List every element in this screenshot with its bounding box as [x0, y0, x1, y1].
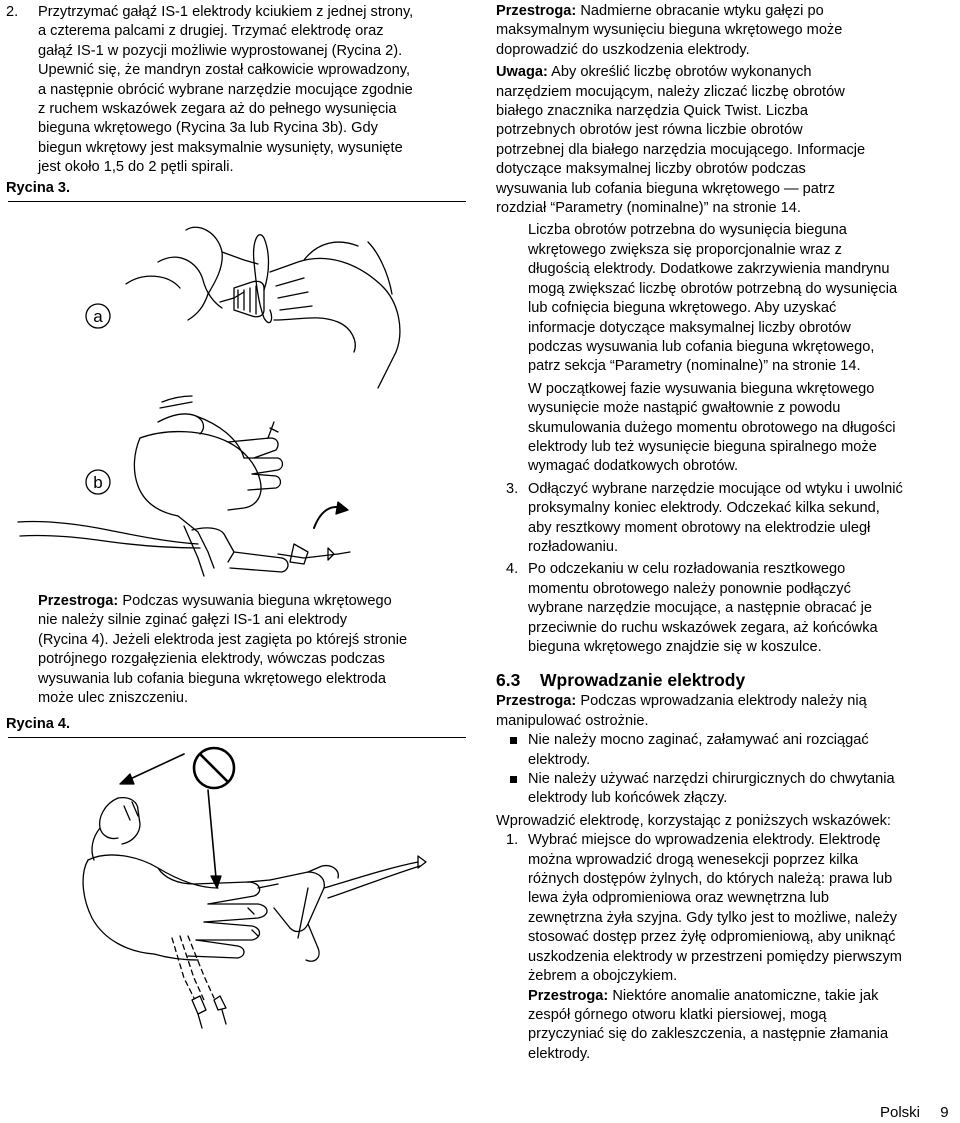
text-line: różnych dostępów żylnych, do których należą: prawa lub	[528, 871, 893, 888]
figure-4-caption: Rycina 4.	[6, 715, 71, 732]
text-line: elektrody.	[528, 1045, 591, 1062]
caution-overrotation	[496, 2, 960, 60]
text-line: proksymalny koniec elektrody. Odczekać kilka sekund,	[528, 500, 880, 517]
text-line: żebrem a obojczykiem.	[528, 968, 678, 985]
bullet-square-icon	[510, 776, 517, 783]
caution-bending	[0, 592, 470, 708]
text-line: zespół górnego otworu klatki piersiowej, mogą	[528, 1006, 827, 1023]
text-line: informacje dotyczące maksymalnej liczby obrotów	[528, 319, 851, 336]
bullet-item	[496, 731, 960, 770]
text-line: maksymalnym wysunięciu bieguna wkrętowego może	[496, 22, 843, 39]
text-line: biegun wkrętowy jest maksymalnie wysunięty, wysunięte	[38, 139, 403, 156]
text-line: Przytrzymać gałąź IS-1 elektrody kciukiem z jednej strony,	[38, 4, 414, 20]
caution-first-line: Nadmierne obracanie wtyku gałęzi po	[576, 3, 824, 19]
caution-first-line: Podczas wprowadzania elektrody należy nią	[576, 693, 867, 710]
text-line: Upewnić się, że mandryn został całkowicie wprowadzony,	[38, 62, 411, 79]
text-line: przyczyniać się do zakleszczenia, a następnie złamania	[528, 1026, 889, 1043]
text-line: Liczba obrotów potrzebna do wysunięcia bieguna	[528, 222, 847, 239]
text-line: patrz sekcja “Parametry (nominalne)” na stronie 14.	[528, 358, 861, 375]
text-line: Po odczekaniu w celu rozładowania resztkowego	[528, 561, 846, 578]
text-line: elektrody.	[528, 751, 591, 768]
text-line: jest około 1,5 do 2 pętli spirali.	[38, 159, 234, 176]
text-line: a następnie obrócić wybrane narzędzie mocujące zgodnie	[38, 81, 413, 98]
text-line	[496, 63, 960, 82]
text-line: wysunięcie może nastąpić gwałtownie z powodu	[528, 400, 841, 417]
page-number: 9	[940, 1104, 949, 1121]
figure-4-illustration	[8, 738, 466, 1038]
right-column	[496, 0, 960, 1064]
section-number: 6.3	[496, 670, 521, 691]
step-4	[496, 560, 960, 657]
figure-4-arrows	[120, 754, 221, 888]
figure-3-illustration	[8, 202, 466, 582]
label-a: a	[93, 307, 103, 327]
text-line: podczas wysuwania lub cofania bieguna wkrętowego,	[528, 338, 875, 355]
text-line: skumulowania dużego momentu obrotowego na długości	[528, 419, 896, 436]
paragraph-rotations-length	[496, 221, 960, 376]
step-1	[496, 831, 960, 986]
caution-anatomy	[496, 987, 960, 1065]
text-line: zewnętrzna żyła szyjna. Gdy tylko jest to możliwe, należy	[528, 909, 898, 926]
page-footer	[880, 1104, 949, 1121]
figure-3b-hand-drawing	[18, 396, 350, 576]
caution-label: Przestroga:	[528, 987, 609, 1004]
text-line: wysuwania lub cofania bieguna wkrętowego — patrz	[496, 180, 836, 197]
step-2	[0, 3, 470, 178]
intro-text: Wprowadzić elektrodę, korzystając z poniższych wskazówek:	[496, 812, 891, 829]
text-line: przeciwnie do ruchu wskazówek zegara, aż końcówka	[528, 619, 878, 636]
text-line: elektrody lub końcówek złączy.	[528, 790, 728, 807]
text-line: elektrody lub też wysunięcie bieguna spiralnego może	[528, 438, 877, 455]
text-line: rozładowaniu.	[528, 538, 619, 555]
step-3	[496, 480, 960, 558]
text-line: wymagać dodatkowych obrotów.	[528, 458, 739, 475]
text-line: potrójnego rozgałęzienia elektrody, wówczas podczas	[38, 651, 385, 668]
text-line: Wybrać miejsce do wprowadzenia elektrody. Elektrodę	[528, 832, 881, 849]
text-line: długością elektrody. Dodatkowe zakrzywienia mandrynu	[528, 261, 890, 278]
text-line	[496, 2, 960, 21]
text-line: (Rycina 4). Jeżeli elektroda jest zagięta po którejś stronie	[38, 631, 408, 648]
figure-4-hands-drawing	[83, 798, 426, 1028]
note-label: Uwaga:	[496, 64, 548, 81]
text-line	[528, 987, 960, 1006]
figure-3-caption: Rycina 3.	[6, 179, 71, 196]
caution-first-line: Niektóre anomalie anatomiczne, takie jak	[608, 987, 879, 1004]
figure-3-labels	[86, 304, 110, 494]
caution-label: Przestroga:	[496, 693, 577, 710]
text-line: doprowadzić do uszkodzenia elektrody.	[496, 41, 750, 58]
step-1-number: 1.	[506, 832, 519, 849]
step-3-number: 3.	[506, 480, 519, 497]
bullet-square-icon	[510, 737, 517, 744]
text-line: wysuwania lub cofania bieguna wkrętowego elektroda	[38, 670, 387, 687]
text-line: manipulować ostrożnie.	[496, 712, 649, 729]
left-column	[0, 0, 470, 1038]
step-2-number: 2.	[6, 4, 19, 20]
text-line: wkrętowego zwiększa się proporcjonalnie wraz z	[528, 241, 842, 258]
note-first-line: Aby określić liczbę obrotów wykonanych	[547, 64, 812, 81]
text-line: bieguna wkrętowego (Rycina 3a lub Rycina 3b). Gdy	[38, 120, 378, 137]
bullet-item	[496, 770, 960, 809]
text-line: a czterema palcami z drugiej. Trzymać elektrodę oraz	[38, 23, 384, 40]
text-line: rozdział “Parametry (nominalne)” na stronie 14.	[496, 200, 801, 217]
text-line: aby resztkowy moment obrotowy na elektrodzie uległ	[528, 519, 871, 536]
text-line: lewa żyła odpromieniowa oraz wewnętrzna lub	[528, 890, 829, 907]
step-4-number: 4.	[506, 561, 519, 578]
text-line: potrzebnej dla białego narzędzia mocującego. Informacje	[496, 141, 866, 158]
text-line: stosować dostęp przez żyłę odpromieniową, aby uniknąć	[528, 929, 896, 946]
text-line: może ulec zniszczeniu.	[38, 690, 189, 707]
text-line	[38, 592, 470, 611]
text-line: mogą zwiększać liczbę obrotów potrzebną do wysunięcia	[528, 280, 898, 297]
text-line: bieguna wkrętowego znajdzie się w koszulce.	[528, 639, 822, 655]
text-line: uszkodzenia elektrody w przestrzeni pomiędzy pierwszym	[528, 948, 902, 965]
footer-language: Polski	[880, 1104, 921, 1121]
text-line: lub cofnięcia bieguna wkrętowego. Aby uzyskać	[528, 300, 837, 317]
step-2-text	[38, 3, 470, 178]
figure-3a-hands-drawing	[126, 227, 400, 388]
text-line: dotyczące maksymalnej liczby obrotów podczas	[496, 161, 806, 178]
text-line: białego znacznika narzędzia Quick Twist. Liczba	[496, 103, 809, 120]
text-line: nie należy silnie zginać gałęzi IS-1 ani elektrody	[38, 612, 348, 629]
text-line	[496, 692, 960, 711]
text-line: Nie należy mocno zaginać, załamywać ani rozciągać	[528, 732, 869, 749]
text-line: Nie należy używać narzędzi chirurgicznych do chwytania	[528, 771, 895, 788]
paragraph-initial-extension	[496, 380, 960, 477]
text-line: momentu obrotowego należy ponownie podłączyć	[528, 580, 851, 597]
text-line: potrzebnych obrotów jest równa liczbie obrotów	[496, 122, 803, 139]
section-heading	[496, 669, 960, 691]
label-b: b	[93, 473, 103, 493]
note-rotations	[496, 63, 960, 218]
text-line: narzędziem mocującym, należy zliczać liczbę obrotów	[496, 83, 845, 100]
text-line: wybrane narzędzie mocujące, a następnie obracać je	[528, 600, 872, 617]
prohibited-sign-icon	[194, 748, 234, 788]
text-line: W początkowej fazie wysuwania bieguna wkrętowego	[528, 380, 875, 397]
caution-label: Przestroga:	[38, 593, 119, 610]
section-title: Wprowadzanie elektrody	[540, 670, 746, 691]
text-line: z ruchem wskazówek zegara aż do pełnego wysunięcia	[38, 101, 397, 118]
text-line: gałąź IS-1 w pozycji możliwie wyprostowanej (Rycina 2).	[38, 42, 403, 59]
text-line: Odłączyć wybrane narzędzie mocujące od wtyku i uwolnić	[528, 480, 903, 497]
caution-label: Przestroga:	[496, 3, 577, 19]
caution-handling	[496, 692, 960, 731]
text-line: można wprowadzić drogą wenesekcji poprzez kilka	[528, 851, 859, 868]
caution-first-line: Podczas wysuwania bieguna wkrętowego	[118, 593, 392, 610]
